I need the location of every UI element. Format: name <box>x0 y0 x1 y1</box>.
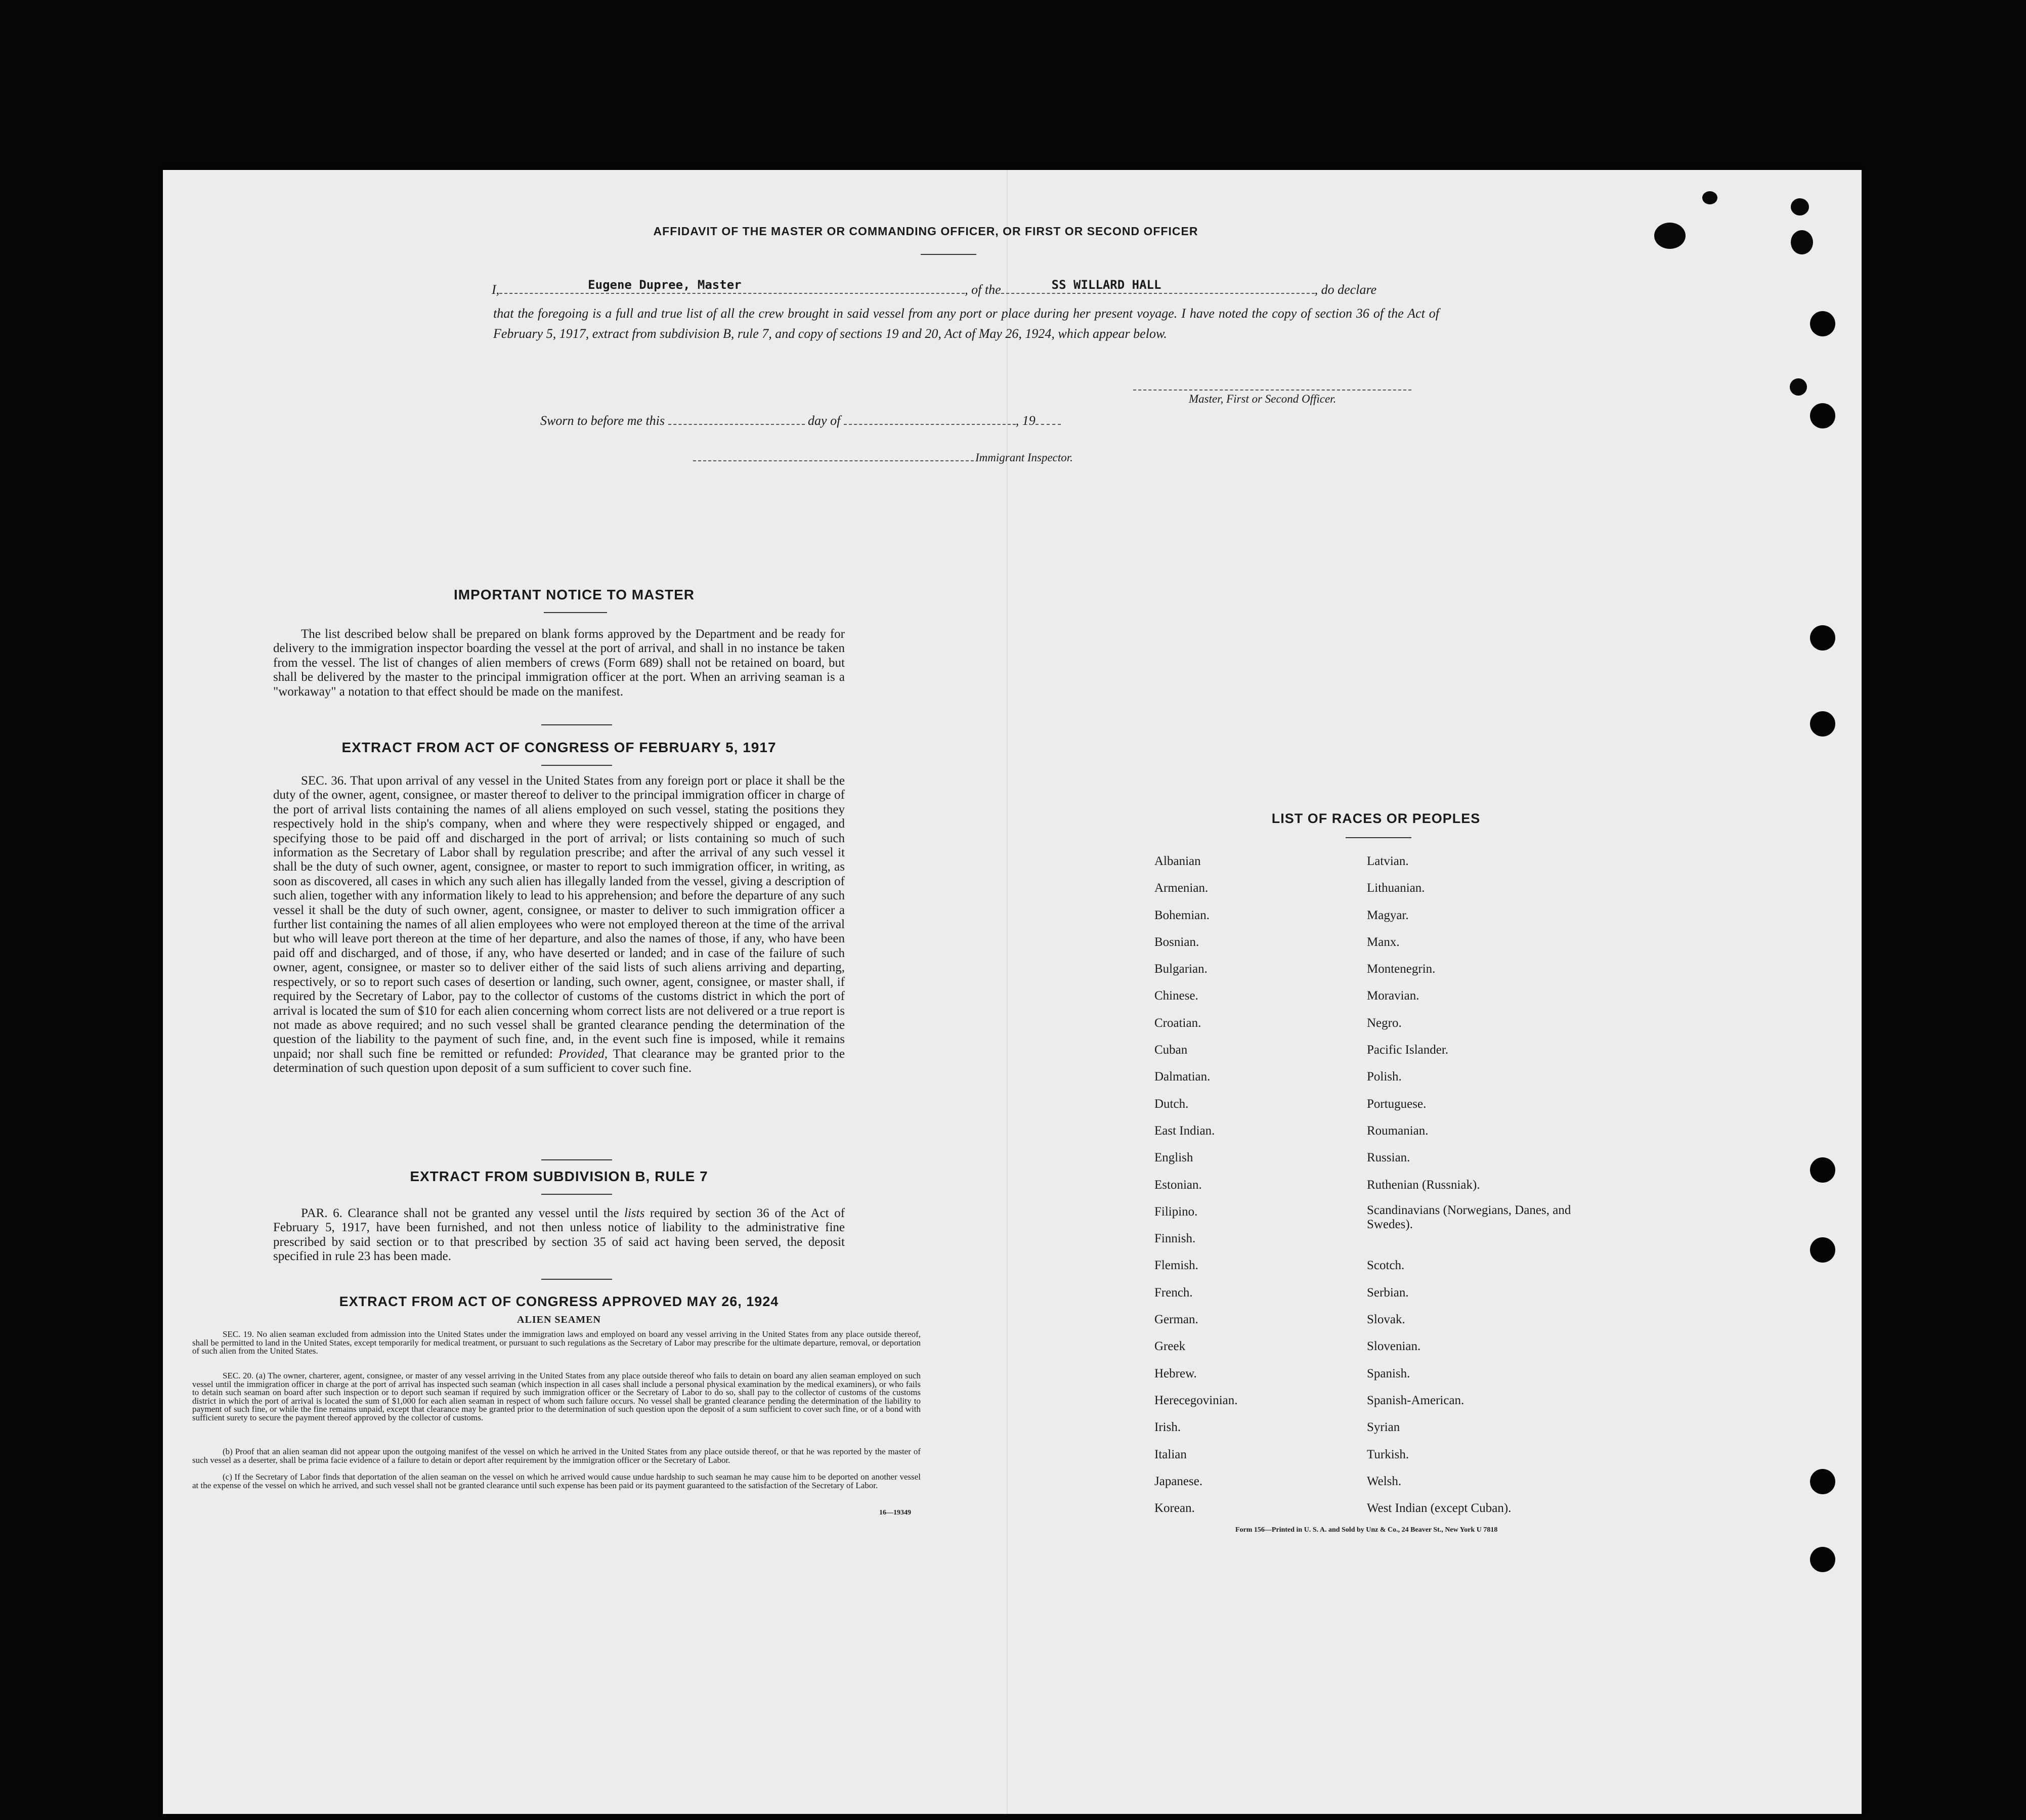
signature-label: Master, First or Second Officer. <box>1189 393 1337 405</box>
master-name-field[interactable] <box>499 280 965 294</box>
title-rule <box>921 254 976 255</box>
race-item: West Indian (except Cuban). <box>1367 1501 1512 1515</box>
notice-title: IMPORTANT NOTICE TO MASTER <box>453 587 695 602</box>
race-item: Syrian <box>1367 1420 1400 1435</box>
binder-hole <box>1810 311 1835 336</box>
sworn-line <box>540 411 1061 428</box>
race-item: Scotch. <box>1367 1259 1405 1273</box>
race-item: Croatian. <box>1154 1016 1201 1030</box>
declaration-line <box>492 280 1443 297</box>
vessel-name-field[interactable] <box>1001 280 1315 294</box>
separator-rule <box>541 724 612 725</box>
extract1917-title: EXTRACT FROM ACT OF CONGRESS OF FEBRUARY 5, 1917 <box>341 740 777 755</box>
race-item: Serbian. <box>1367 1285 1409 1299</box>
rule7-text-b: required by section 36 of the Act of February 5, 1917, have been furnished, and not then unless notice of liability to the administrative fine prescribed by said section or to that prescribed by section 35 of said act having been served, the deposit specified in rule 23 has been made. <box>273 1206 845 1264</box>
race-item: Slovenian. <box>1367 1339 1421 1354</box>
race-item: Ruthenian (Russniak). <box>1367 1178 1480 1192</box>
notice-rule <box>544 612 607 613</box>
race-item: Spanish. <box>1367 1366 1410 1380</box>
binder-hole <box>1810 625 1835 651</box>
binder-hole <box>1810 1469 1835 1494</box>
race-item: Magyar. <box>1367 908 1409 922</box>
binder-hole <box>1810 1547 1835 1572</box>
sec20c-text: (c) If the Secretary of Labor finds that deportation of the alien seaman on the vessel on which he arrived would cause undue hardship to such seaman he may cause him to be deported on another vessel at the expense of the vessel on which he arrived, and such vessel shall not be granted clearance until such expense has been paid or its payment guaranteed to the satisfaction of the Secretary of Labor. <box>192 1472 921 1490</box>
race-item: Albanian <box>1154 854 1201 868</box>
race-item: Polish. <box>1367 1070 1402 1084</box>
race-item: Korean. <box>1154 1501 1195 1515</box>
par6-label: PAR. 6. <box>301 1206 342 1220</box>
ink-blot <box>1654 223 1686 249</box>
inspector-line[interactable] <box>693 460 974 461</box>
races-right-column <box>1367 848 1579 1522</box>
rule7-title: EXTRACT FROM SUBDIVISION B, RULE 7 <box>410 1168 708 1184</box>
race-item: Dutch. <box>1154 1097 1189 1111</box>
race-item: Latvian. <box>1367 854 1409 868</box>
race-item: Montenegrin. <box>1367 962 1436 976</box>
races-left-column <box>1154 848 1347 1522</box>
rule7-rule <box>541 1194 612 1195</box>
vessel-name-value: SS WILLARD HALL <box>1051 278 1161 292</box>
affidavit-body: that the foregoing is a full and true list of all the crew brought in said vessel from any port or place during her present voyage. I have noted the copy of section 36 of the Act of February 5, 1917, extract from subdivision B, rule 7, and copy of sections 19 and 20, Act of May 26, 1924, which appear below. <box>493 306 1439 341</box>
race-item: Italian <box>1154 1447 1187 1461</box>
ink-blot <box>1702 191 1717 204</box>
lists-text: lists <box>624 1206 645 1220</box>
race-item: Bohemian. <box>1154 908 1210 922</box>
sec36-text-end: That clearance may be granted prior to the determination of such question upon deposit of a sum sufficient to cover such fine. <box>273 1047 845 1075</box>
declare-text: , do declare <box>1314 282 1377 297</box>
provided-text: Provided, <box>558 1047 608 1061</box>
race-item: Herecegovinian. <box>1154 1393 1238 1407</box>
form-number: 16—19349 <box>879 1509 911 1516</box>
sec20b-text: (b) Proof that an alien seaman did not appear upon the outgoing manifest of the vessel on which he arrived in the United States from any place outside thereof, or that he was reported by the master of such vessel as a deserter, shall be prima facie evidence of a failure to detain or deport after requirement by the immigration officer or the Secretary of Labor. <box>192 1447 921 1465</box>
separator-rule <box>541 1279 612 1280</box>
race-item: Roumanian. <box>1367 1123 1429 1138</box>
race-item: Hebrew. <box>1154 1366 1197 1380</box>
sworn-month-field[interactable] <box>844 411 1016 425</box>
race-item: Moravian. <box>1367 989 1419 1003</box>
sec36-label: SEC. 36. <box>301 774 347 788</box>
inspector-label: Immigrant Inspector. <box>975 451 1073 464</box>
race-item: Irish. <box>1154 1420 1181 1435</box>
race-item: Finnish. <box>1154 1232 1196 1246</box>
notice-body: The list described below shall be prepared on blank forms approved by the Department and be ready for delivery to the immigration inspector boarding the vessel at the port of arrival, and shall in no instance be taken from the vessel. The list of changes of alien members of crews (Form 689) shall not be retained on board, but shall be delivered by the master to the principal immigration officer at the port. When an arriving seaman is a "workaway" a notation to that effect should be made on the manifest. <box>273 627 845 699</box>
sworn-year-field[interactable] <box>1036 411 1061 425</box>
race-item: Negro. <box>1367 1016 1402 1030</box>
race-item: Dalmatian. <box>1154 1070 1211 1084</box>
ink-blot <box>1791 198 1809 215</box>
race-item: East Indian. <box>1154 1123 1215 1138</box>
binder-hole <box>1810 1157 1835 1183</box>
race-item: Manx. <box>1367 935 1400 949</box>
sworn-day-field[interactable] <box>668 411 805 425</box>
race-item: Pacific Islander. <box>1367 1043 1449 1057</box>
race-item: Lithuanian. <box>1367 881 1425 895</box>
race-item: Chinese. <box>1154 989 1198 1003</box>
binder-hole <box>1810 1237 1835 1263</box>
race-item: Bosnian. <box>1154 935 1199 949</box>
extract1917-body <box>273 774 845 1076</box>
race-item: Turkish. <box>1367 1447 1409 1461</box>
rule7-text-a: Clearance shall not be granted any vessel until the <box>348 1206 619 1220</box>
binder-hole <box>1810 711 1835 736</box>
alien-seamen-subtitle: ALIEN SEAMEN <box>517 1314 601 1325</box>
races-title: LIST OF RACES OR PEOPLES <box>1271 811 1481 826</box>
race-item: Flemish. <box>1154 1259 1198 1273</box>
ink-blot <box>1791 230 1813 254</box>
separator-rule <box>541 1159 612 1160</box>
race-item: Bulgarian. <box>1154 962 1208 976</box>
race-item: Filipino. <box>1154 1204 1198 1219</box>
affidavit-title: AFFIDAVIT OF THE MASTER OR COMMANDING OFFICER, OR FIRST OR SECOND OFFICER <box>653 225 1198 238</box>
binder-hole <box>1810 403 1835 428</box>
signature-line[interactable] <box>1133 389 1411 391</box>
year-text: , 19 <box>1015 413 1036 428</box>
race-item: Russian. <box>1367 1151 1410 1165</box>
races-rule <box>1346 837 1411 838</box>
race-item: English <box>1154 1151 1193 1165</box>
race-item: Welsh. <box>1367 1474 1402 1488</box>
race-item: German. <box>1154 1313 1198 1327</box>
extract1917-rule <box>541 765 612 766</box>
sec19-text: SEC. 19. No alien seaman excluded from admission into the United States under the immigration laws and employed on board any vessel arriving in the United States from any place outside thereof, shall be permitted to land in the United States, except temporarily for medical treatment, or pursuant to such regulations as the Secretary of Labor may prescribe for the ultimate departure, removal, or deportation of such alien from the United States. <box>192 1329 921 1356</box>
race-item: Japanese. <box>1154 1474 1203 1488</box>
of-the-text: , of the <box>965 282 1001 297</box>
sworn-text: Sworn to before me this <box>540 413 665 428</box>
race-item: Scandinavians (Norwegians, Danes, and Swedes). <box>1367 1203 1571 1231</box>
ink-blot <box>1790 378 1807 396</box>
prefix-text: I, <box>492 282 500 297</box>
race-item: Greek <box>1154 1339 1186 1354</box>
rule7-body <box>273 1206 845 1264</box>
race-item: Portuguese. <box>1367 1097 1427 1111</box>
sec20a-text: SEC. 20. (a) The owner, charterer, agent, consignee, or master of any vessel arriving in the United States from any place outside thereof who fails to detain on board any alien seaman employed on such vessel until the immigration officer in charge at the port of arrival has inspected such seaman (which inspection in all cases shall include a personal physical examination by the medical examiners), or who fails to detain such seaman on board after such inspection or to deport such seaman if required by such immigration officer or the Secretary of Labor to do so, shall pay to the collector of customs of the customs district in which the port of arrival is located the sum of $1,000 for each alien seaman in respect of whom such failure occurs. No vessel shall be granted clearance pending the determination of the liability to payment of such fine, or while the fine remains unpaid, except that clearance may be granted prior to the determination of such question upon the deposit of a sum sufficient to cover such fine, or of a bond with sufficient surety to secure the payment thereof approved by the collector of customs. <box>192 1371 921 1422</box>
race-item: Spanish-American. <box>1367 1393 1464 1407</box>
race-item: French. <box>1154 1285 1193 1299</box>
race-item: Cuban <box>1154 1043 1188 1057</box>
race-item: Estonian. <box>1154 1178 1202 1192</box>
day-of-text: day of <box>808 413 841 428</box>
act1924-title: EXTRACT FROM ACT OF CONGRESS APPROVED MAY 26, 1924 <box>339 1294 779 1309</box>
race-item: Slovak. <box>1367 1313 1405 1327</box>
race-item: Armenian. <box>1154 881 1209 895</box>
master-name-value: Eugene Dupree, Master <box>588 278 742 292</box>
printer-footer: Form 156—Printed in U. S. A. and Sold by Unz & Co., 24 Beaver St., New York U 7818 <box>1235 1526 1498 1534</box>
sec36-text: That upon arrival of any vessel in the United States from any foreign port or place it shall be the duty of the owner, agent, consignee, or master thereof to deliver to the principal immigration officer in charge of the port of arrival lists containing the names of all aliens employed on such vessel, stating the positions they respectively hold in the ship's company, when and where they were respectively shipped or engaged, and specifying those to be paid off and discharged in the port of arrival; or lists containing so much of such information as the Secretary of Labor shall by regulation prescribe; and after the arrival of any such vessel it shall be the duty of such owner, agent, consignee, or master to report to such immigration officer, in writing, as soon as discovered, all cases in which any such alien has illegally landed from the vessel, giving a description of such alien, together with any information likely to lead to his apprehension; and before the departure of any such vessel it shall be the duty of such owner, agent, consignee, or master to deliver to such immigration officer a further list containing the names of all alien employees who were not employed thereon at the time of the arrival but who will leave port thereon at the time of her departure, and also the names of those, if any, who have been paid off and discharged, and of those, if any, who have deserted or landed; and in case of the failure of such owner, agent, consignee, or master so to deliver either of the said lists of such aliens arriving and departing, respectively, or so to report such cases of desertion or landing, such owner, agent, consignee, or master shall, if required by the Secretary of Labor, pay to the collector of customs of the customs district in which the port of arrival is located the sum of $10 for each alien concerning whom correct lists are not delivered or a true report is not made as above required; and no such vessel shall be granted clearance pending the determination of the question of the liability to the payment of such fine, and, in the event such fine is imposed, while it remains unpaid; nor shall such fine be remitted or refunded: <box>273 774 845 1061</box>
